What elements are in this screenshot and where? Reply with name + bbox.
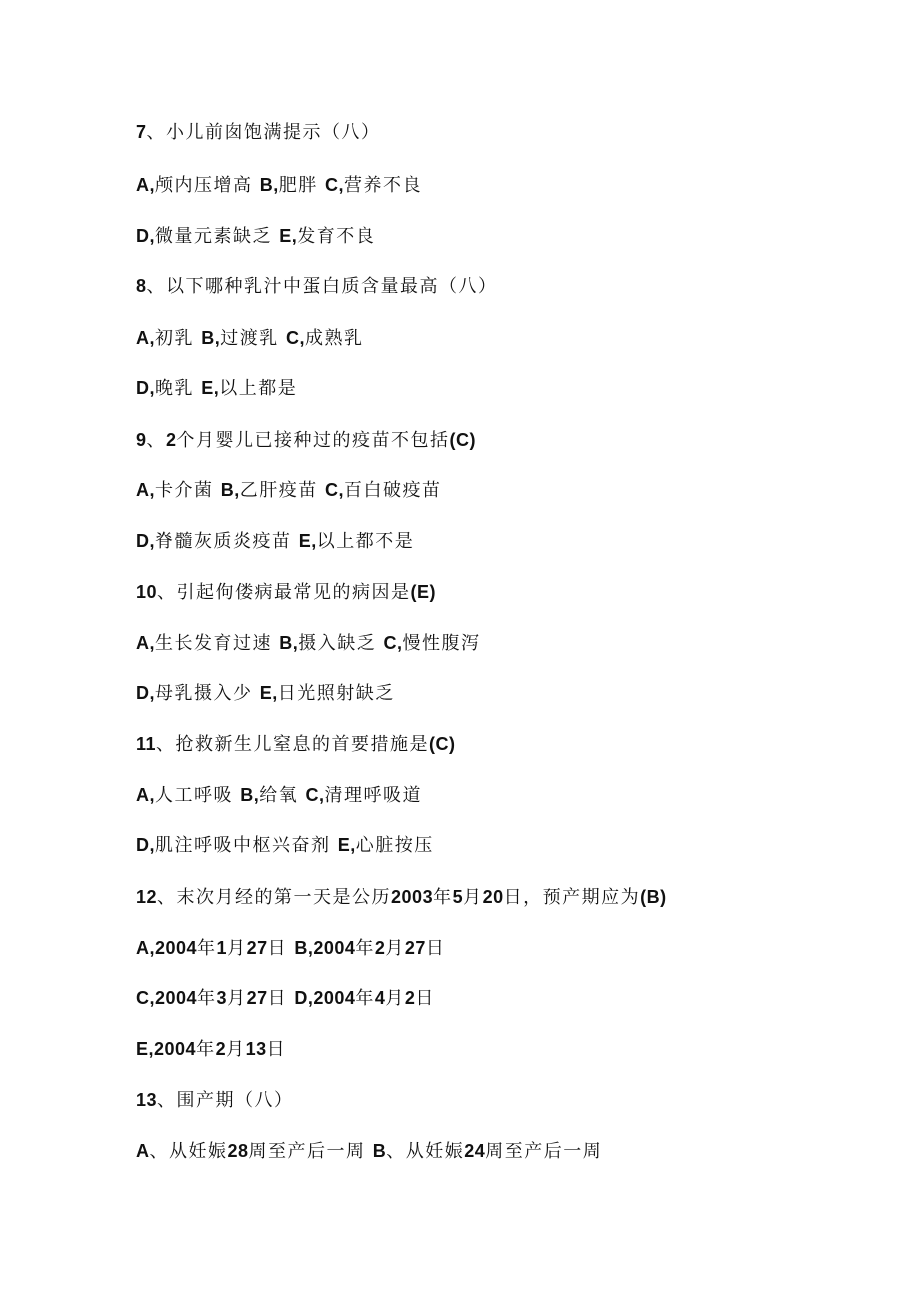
question-12-options-a-b: A,2004年1月27日 B,2004年2月27日 [136, 938, 446, 959]
question-7-options-a-c: A,颅内压增高 B,肥胖 C,营养不良 [136, 175, 422, 196]
question-8-options-d-e: D,晚乳 E,以上都是 [136, 378, 298, 399]
question-12-options-c-d: C,2004年3月27日 D,2004年4月2日 [136, 988, 435, 1009]
question-7-options-d-e: D,微量元素缺乏 E,发育不良 [136, 226, 376, 247]
question-10: 10、引起佝偻病最常见的病因是(E) [136, 582, 437, 603]
question-8: 8、以下哪种乳汁中蛋白质含量最高（八） [136, 276, 498, 297]
question-11: 11、抢救新生儿窒息的首要措施是(C) [136, 734, 456, 755]
question-9-options-d-e: D,脊髓灰质炎疫苗 E,以上都不是 [136, 531, 415, 552]
question-12-option-e: E,2004年2月13日 [136, 1039, 287, 1060]
question-7: 7、小儿前囱饱满提示（八） [136, 122, 381, 143]
question-13-options-a-b: A、从妊娠28周至产后一周 B、从妊娠24周至产后一周 [136, 1141, 603, 1162]
question-12: 12、末次月经的第一天是公历2003年5月20日，预产期应为(B) [136, 887, 667, 908]
question-10-options-a-c: A,生长发育过速 B,摄入缺乏 C,慢性腹泻 [136, 633, 481, 654]
question-9-options-a-c: A,卡介菌 B,乙肝疫苗 C,百白破疫苗 [136, 480, 442, 501]
question-8-options-a-c: A,初乳 B,过渡乳 C,成熟乳 [136, 328, 364, 349]
question-10-options-d-e: D,母乳摄入少 E,日光照射缺乏 [136, 683, 395, 704]
question-13: 13、围产期（八） [136, 1090, 294, 1111]
question-11-options-a-c: A,人工呼吸 B,给氧 C,清理呼吸道 [136, 785, 422, 806]
question-9: 9、2个月婴儿已接种过的疫苗不包括(C) [136, 430, 477, 451]
question-11-options-d-e: D,肌注呼吸中枢兴奋剂 E,心脏按压 [136, 835, 434, 856]
